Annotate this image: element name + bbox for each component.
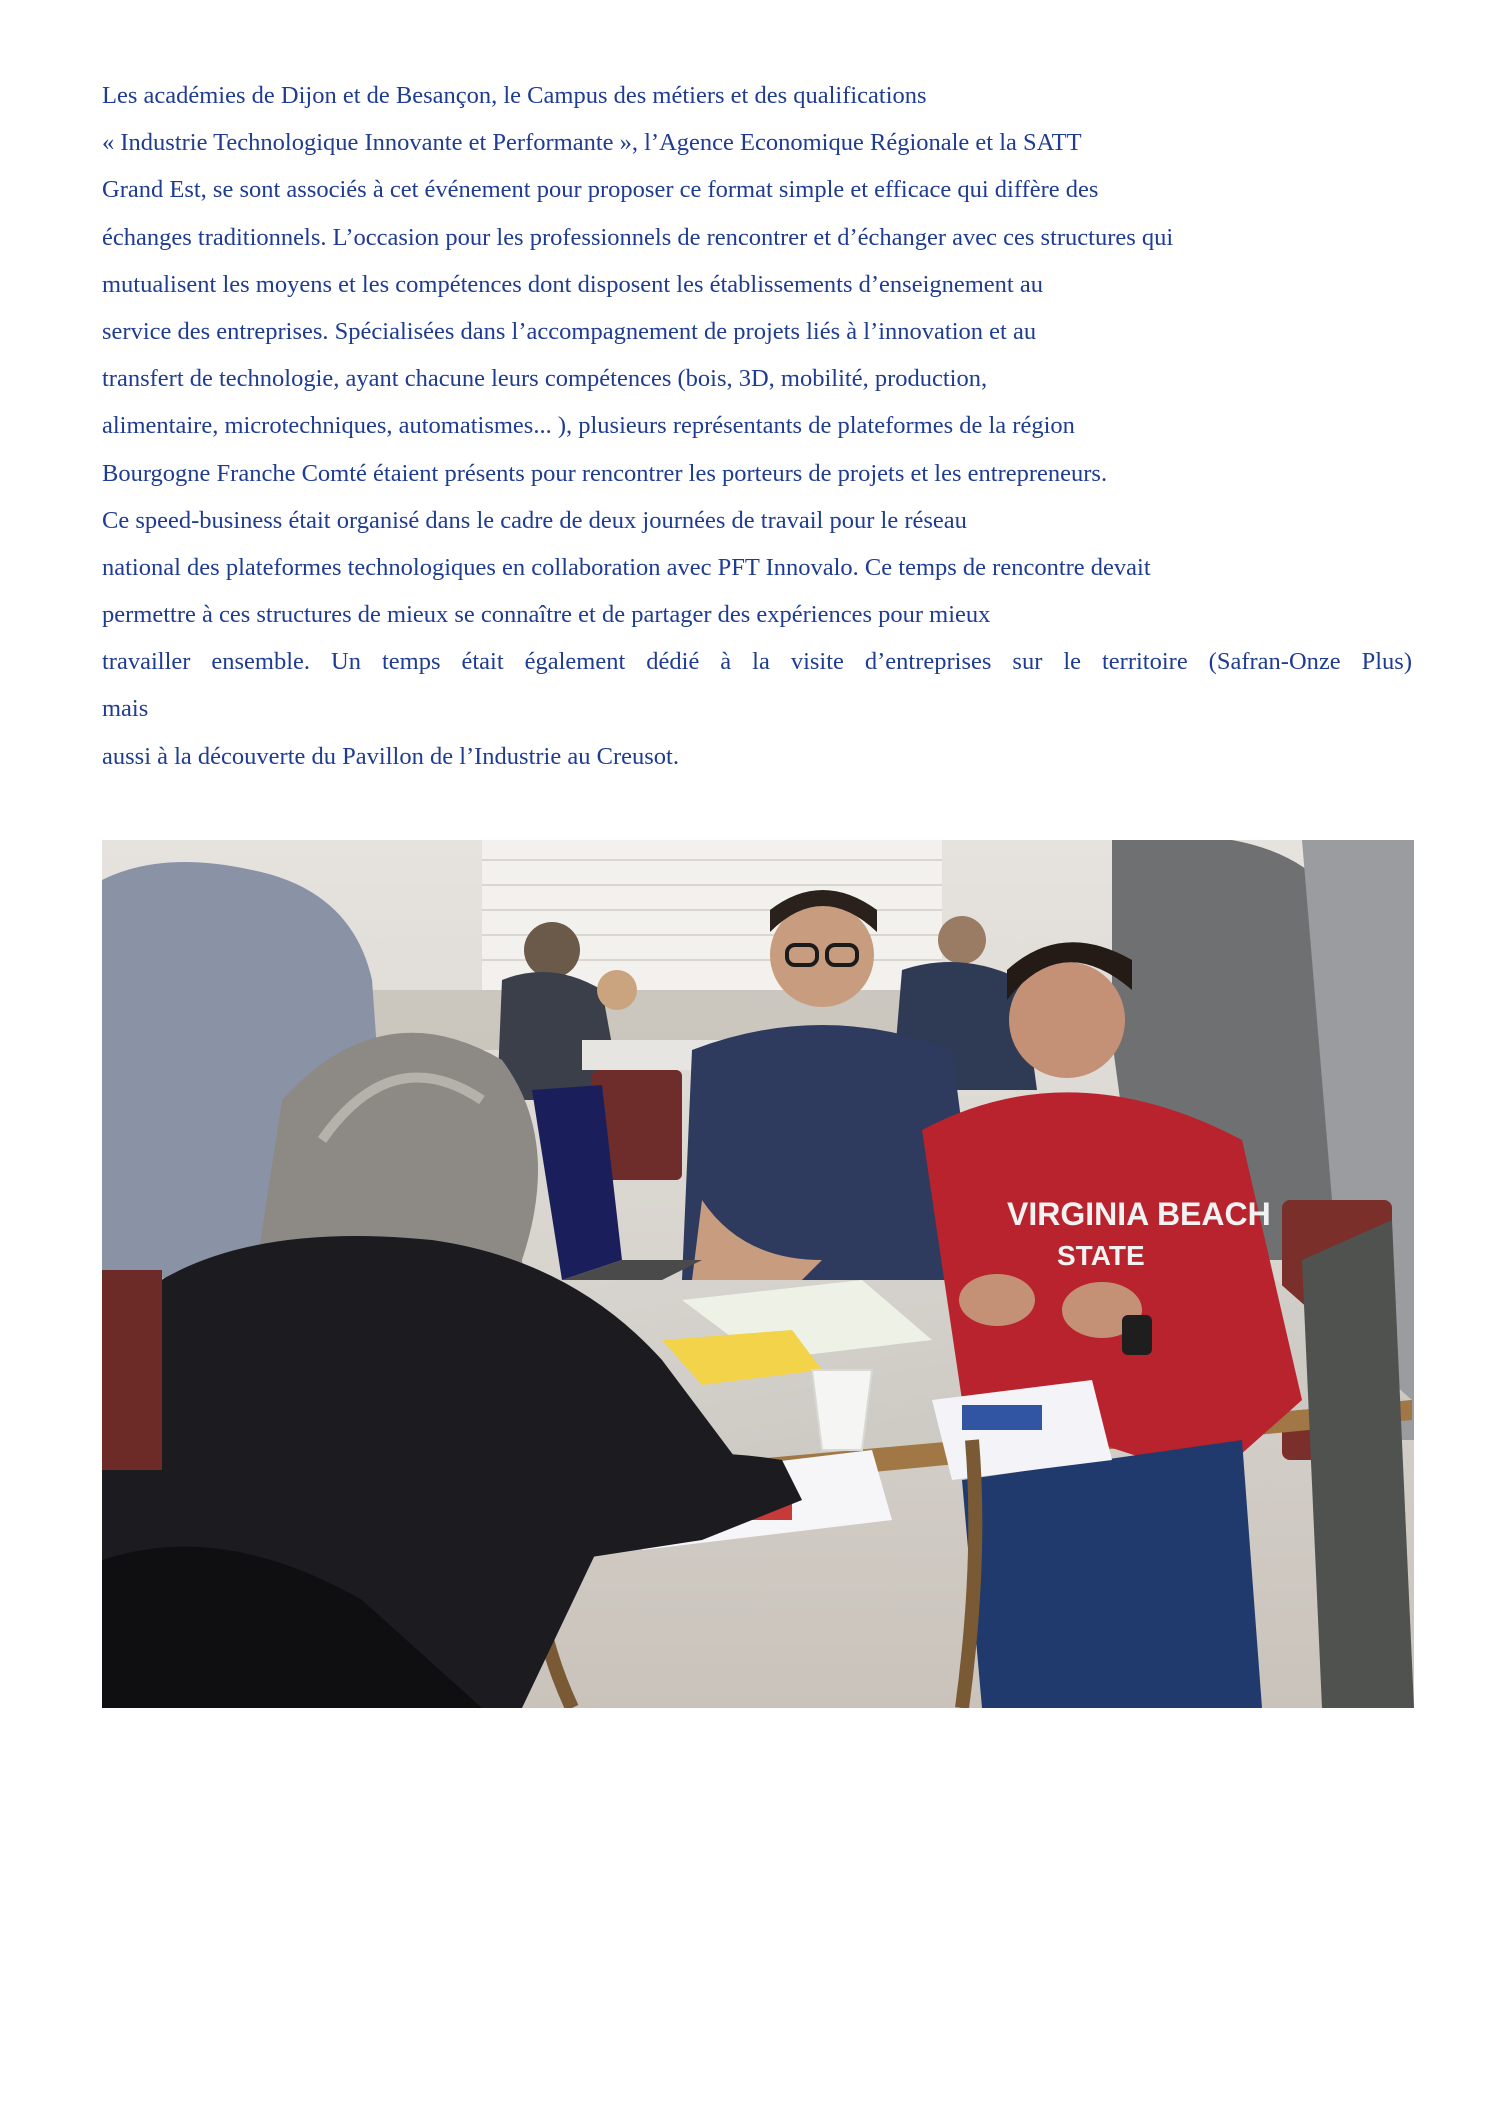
- paragraph-line: « Industrie Technologique Innovante et Performante », l’Agence Economique Régionale et la SATT: [102, 129, 1082, 157]
- paragraph-line: Grand Est, se sont associés à cet événement pour proposer ce format simple et efficace qui diffère des: [102, 176, 1099, 204]
- paragraph-line: Les académies de Dijon et de Besançon, le Campus des métiers et des qualifications: [102, 82, 927, 109]
- plastic-cup: [812, 1370, 872, 1450]
- hoodie-print-text-2: STATE: [1057, 1240, 1145, 1271]
- paragraph-line: permettre à ces structures de mieux se connaître et de partager des expériences pour mieux: [102, 601, 991, 629]
- paragraph-line: travailler ensemble. Un temps était également dédié à la visite d’entreprises sur le territoire (Safran-Onze Plus): [102, 648, 1412, 676]
- paragraph-line: Ce speed-business était organisé dans le cadre de deux journées de travail pour le réseau: [102, 506, 967, 534]
- background-person-head: [524, 922, 580, 978]
- background-woman-head: [597, 970, 637, 1010]
- paragraph-line: mutualisent les moyens et les compétences dont disposent les établissements d’enseignement au: [102, 270, 1043, 298]
- paragraph-line: Bourgogne Franche Comté étaient présents pour rencontrer les porteurs de projets et les entrepreneurs.: [102, 459, 1108, 487]
- paragraph-line: alimentaire, microtechniques, automatismes... ), plusieurs représentants de plateformes de la région: [102, 412, 1075, 440]
- background-man-head: [938, 916, 986, 964]
- paragraph-line: aussi à la découverte du Pavillon de l’Industrie au Creusot.: [102, 742, 679, 770]
- event-photo: [102, 840, 1414, 1708]
- paragraph-line: national des plateformes technologiques en collaboration avec PFT Innovalo. Ce temps de rencontre devait: [102, 553, 1151, 581]
- paragraph-line: mais: [102, 695, 149, 723]
- hoodie-print-text: VIRGINIA BEACH: [1007, 1196, 1271, 1232]
- paragraph-line: transfert de technologie, ayant chacune leurs compétences (bois, 3D, mobilité, production,: [102, 365, 988, 393]
- paragraph-line: service des entreprises. Spécialisées dans l’accompagnement de projets liés à l’innovation et au: [102, 317, 1037, 345]
- paragraph-line: échanges traditionnels. L’occasion pour les professionnels de rencontrer et d’échanger avec ces structures qui: [102, 223, 1174, 251]
- jeans: [962, 1440, 1262, 1708]
- photo-illustration: [102, 840, 1414, 1708]
- hoodie-man-hand-left: [959, 1274, 1035, 1326]
- wristwatch: [1122, 1315, 1152, 1355]
- article-paragraph: [102, 76, 1412, 784]
- brochure-right-banner: [962, 1405, 1042, 1430]
- chair-foreground: [102, 1270, 162, 1470]
